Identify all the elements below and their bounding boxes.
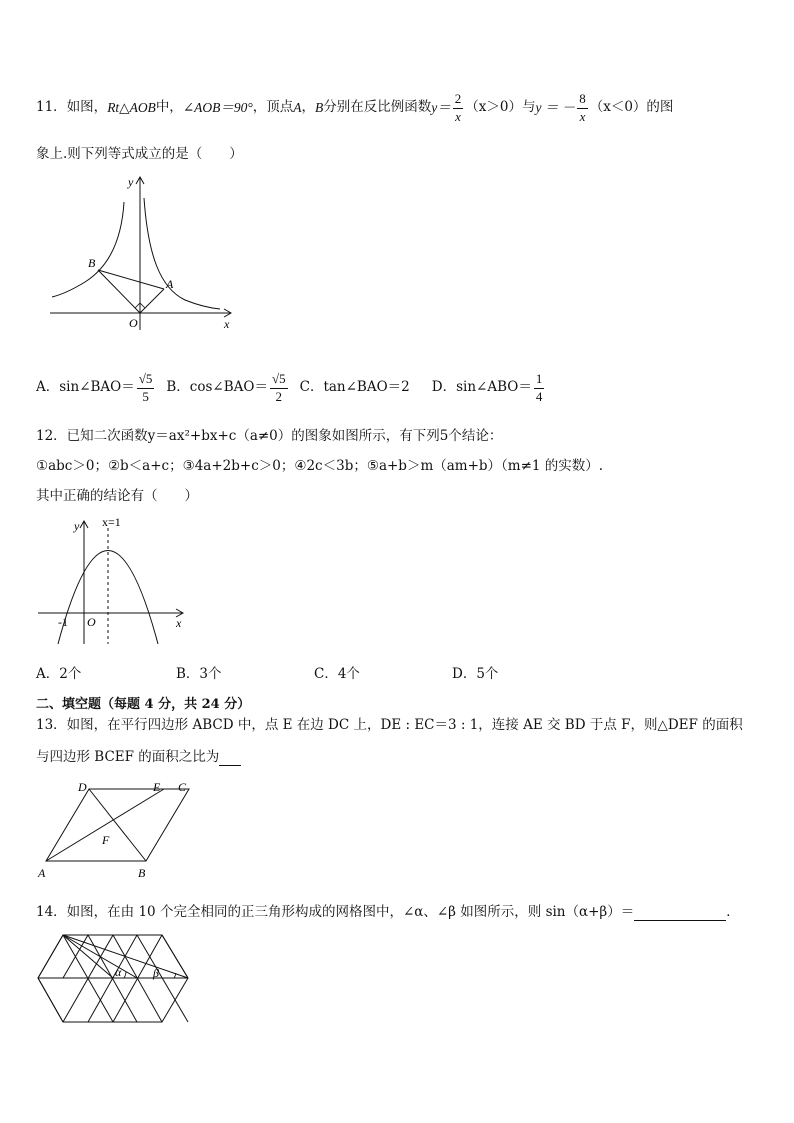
q11-text: ，顶点 — [252, 99, 294, 116]
label-d: D — [78, 780, 87, 794]
q14-line1 — [36, 906, 740, 921]
label-y: y — [128, 175, 134, 189]
section-heading: 二、填空题（每题 4 分，共 24 分） — [36, 697, 251, 712]
q12-option-a: A．2个 — [36, 666, 82, 682]
q12-option-d: D．5个 — [452, 666, 499, 682]
q12-option-c: C．4个 — [314, 666, 360, 682]
q13-line2-text: 与四边形 BCEF 的面积之比为 — [36, 749, 220, 765]
q11-option-b-fraction — [270, 372, 288, 404]
q12-option-b: B．3个 — [176, 666, 222, 682]
q12-figure — [36, 512, 196, 652]
q11-option-c: C．tan∠BAO＝2 — [299, 379, 410, 396]
segment-ae — [46, 789, 164, 861]
fraction-denominator: 5 — [142, 388, 149, 404]
label-axis: x=1 — [102, 515, 121, 529]
label-a: A — [166, 277, 174, 291]
fraction-denominator: x — [579, 108, 586, 124]
label-o: O — [87, 615, 96, 629]
answer-blank — [219, 751, 241, 766]
q11-text: 与 — [521, 99, 536, 116]
q12-line3: 其中正确的结论有（ ） — [36, 488, 198, 504]
label-neg1: -1 — [58, 615, 68, 629]
q11-text: 的图 — [646, 99, 674, 116]
fraction-numerator: √5 — [270, 372, 288, 388]
ray-shared — [63, 935, 113, 978]
label-b: B — [138, 866, 146, 880]
q11-triangle: Rt△AOB — [107, 100, 156, 116]
fraction-numerator: √5 — [137, 372, 155, 388]
q14-text: 14．如图，在由 10 个完全相同的正三角形构成的网格图中，∠α、∠β 如图所示，则 sin（α+β）＝ — [36, 904, 635, 920]
q11-func1-lhs: y＝ — [431, 100, 451, 116]
segment-oa — [140, 289, 164, 313]
label-o: O — [129, 316, 138, 330]
fraction-denominator: 4 — [535, 388, 543, 404]
q11-line2: 象上.则下列等式成立的是（ ） — [36, 146, 243, 162]
q14-end: ． — [726, 904, 740, 920]
q11-options — [36, 370, 546, 406]
q11-cond2: （x＜0） — [589, 99, 647, 116]
fraction-denominator: x — [455, 108, 461, 124]
q11-func2-fraction — [577, 92, 588, 124]
q11-text: 中， — [155, 99, 183, 116]
q11-cond1: （x＞0） — [465, 99, 522, 116]
q11-angle: ∠AOB＝90° — [182, 100, 253, 116]
q11-option-a-fraction — [137, 372, 155, 404]
q13-line1: 13．如图，在平行四边形 ABCD 中，点 E 在边 DC 上，DE : EC＝3 : 1，连接 AE 交 BD 于点 F，则△DEF 的面积 — [36, 717, 743, 733]
fraction-denominator: 2 — [275, 388, 283, 404]
label-a: A — [38, 866, 46, 880]
q11-option-d: D．sin∠ABO＝ — [431, 379, 532, 396]
q11-vertex-a: A — [293, 100, 302, 116]
hyperbola-right — [144, 198, 220, 309]
label-c: C — [178, 780, 187, 794]
q11-figure — [40, 170, 250, 335]
q11-text: ， — [301, 99, 316, 116]
segment-bd — [89, 789, 146, 861]
label-b: B — [88, 256, 96, 270]
q14-figure — [36, 932, 194, 1028]
fraction-numerator: 1 — [534, 372, 545, 388]
label-x: x — [224, 317, 230, 331]
q11-func2-lhs: y ＝ － — [535, 100, 576, 116]
q11-option-b: B．cos∠BAO＝ — [166, 379, 268, 396]
label-y: y — [74, 519, 80, 533]
label-x: x — [176, 616, 182, 630]
label-beta: β — [153, 966, 159, 980]
q13-figure — [34, 779, 194, 883]
hyperbola-left — [52, 202, 124, 297]
label-alpha: α — [115, 965, 122, 979]
q11-vertex-b: B — [315, 100, 324, 116]
q11-option-a: A．sin∠BAO＝ — [36, 379, 135, 396]
q12-line2: ①abc＞0；②b＜a+c；③4a+2b+c＞0；④2c＜3b；⑤a+b＞m（am+b）（m≠1 的实数）. — [36, 458, 604, 474]
fraction-numerator: 2 — [453, 92, 464, 108]
q11-line1 — [36, 91, 674, 124]
label-e: E — [153, 780, 161, 794]
fraction-numerator: 8 — [577, 92, 588, 108]
q11-func1-fraction — [453, 92, 464, 124]
angle-alpha-arc — [124, 972, 126, 978]
q11-option-d-fraction — [534, 372, 545, 404]
q13-line2 — [36, 751, 241, 766]
label-f: F — [102, 833, 110, 847]
q12-line1: 12．已知二次函数y＝ax²+bx+c（a≠0）的图象如图所示，有下列5个结论： — [36, 428, 503, 444]
q11-number: 11． — [36, 99, 67, 116]
q11-text: 分别在反比例函数 — [323, 99, 432, 116]
q11-intro: 如图， — [66, 99, 108, 116]
answer-blank — [634, 906, 726, 921]
